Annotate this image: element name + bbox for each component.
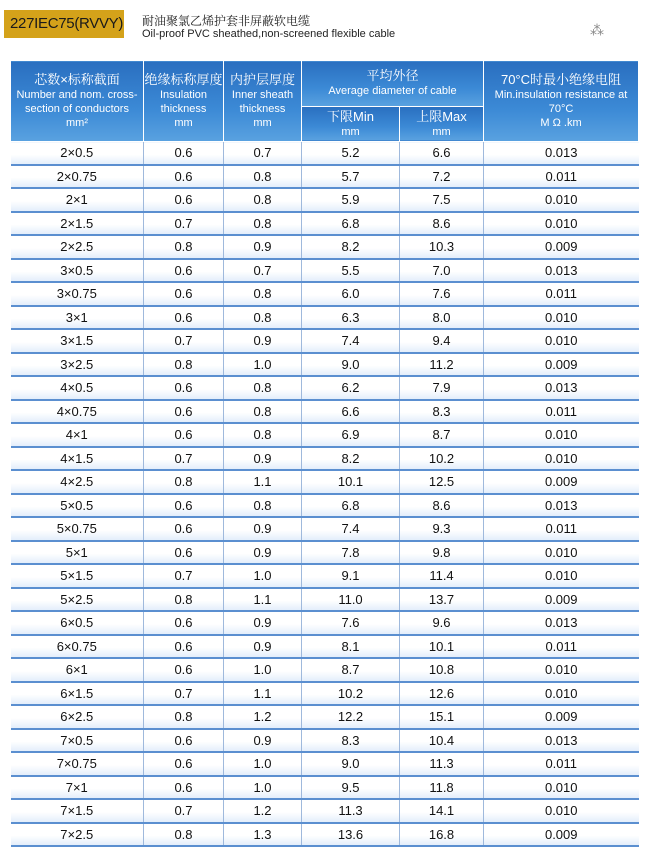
header-resistance-unit: M Ω .km (540, 117, 582, 129)
table-row (11, 799, 639, 823)
cell-insulation: 0.6 (144, 165, 224, 189)
page-header (0, 0, 650, 58)
cell-resistance: 0.011 (484, 752, 639, 776)
cell-inner-sheath: 0.8 (224, 188, 302, 212)
table-row (11, 235, 639, 259)
cell-inner-sheath: 0.8 (224, 212, 302, 236)
table-header (11, 61, 639, 142)
cell-diameter-max: 15.1 (400, 705, 484, 729)
table-row (11, 423, 639, 447)
cell-inner-sheath: 1.0 (224, 752, 302, 776)
cell-size: 3×1.5 (11, 329, 144, 353)
header-diameter-max (400, 106, 484, 141)
cell-inner-sheath: 1.3 (224, 823, 302, 847)
cell-size: 2×0.75 (11, 165, 144, 189)
header-min-cn: 下限Min (327, 108, 374, 124)
table-row (11, 376, 639, 400)
cell-inner-sheath: 1.1 (224, 470, 302, 494)
cell-size: 6×0.75 (11, 635, 144, 659)
cell-resistance: 0.009 (484, 588, 639, 612)
cell-inner-sheath: 0.8 (224, 165, 302, 189)
cell-resistance: 0.010 (484, 799, 639, 823)
cell-resistance: 0.011 (484, 400, 639, 424)
cell-resistance: 0.011 (484, 517, 639, 541)
cell-size: 4×2.5 (11, 470, 144, 494)
cell-diameter-min: 6.9 (302, 423, 400, 447)
header-average-diameter (302, 61, 484, 107)
cell-resistance: 0.010 (484, 306, 639, 330)
cell-size: 2×0.5 (11, 142, 144, 165)
cell-size: 5×0.75 (11, 517, 144, 541)
cell-size: 7×1.5 (11, 799, 144, 823)
cell-diameter-max: 12.6 (400, 682, 484, 706)
cell-size: 4×0.5 (11, 376, 144, 400)
cell-insulation: 0.6 (144, 776, 224, 800)
cell-diameter-min: 8.3 (302, 729, 400, 753)
cell-diameter-min: 11.3 (302, 799, 400, 823)
cell-diameter-max: 7.0 (400, 259, 484, 283)
header-inner-sheath (224, 61, 302, 142)
table-row (11, 142, 639, 165)
cell-resistance: 0.010 (484, 658, 639, 682)
cell-size: 5×1.5 (11, 564, 144, 588)
cell-diameter-max: 13.7 (400, 588, 484, 612)
cell-inner-sheath: 0.9 (224, 329, 302, 353)
cell-insulation: 0.7 (144, 682, 224, 706)
cell-size: 7×1 (11, 776, 144, 800)
table-row (11, 329, 639, 353)
cell-insulation: 0.8 (144, 235, 224, 259)
cell-diameter-min: 6.8 (302, 494, 400, 518)
cell-insulation: 0.8 (144, 353, 224, 377)
header-max-cn: 上限Max (416, 108, 467, 124)
cell-resistance: 0.010 (484, 212, 639, 236)
cell-insulation: 0.7 (144, 447, 224, 471)
header-inner-sheath-cn: 内护层厚度 (229, 72, 295, 87)
cell-inner-sheath: 0.7 (224, 259, 302, 283)
cell-size: 6×2.5 (11, 705, 144, 729)
cell-insulation: 0.6 (144, 188, 224, 212)
cell-insulation: 0.6 (144, 752, 224, 776)
cell-insulation: 0.6 (144, 517, 224, 541)
cell-size: 2×1 (11, 188, 144, 212)
cell-size: 5×2.5 (11, 588, 144, 612)
cell-inner-sheath: 1.2 (224, 799, 302, 823)
cell-resistance: 0.010 (484, 682, 639, 706)
cell-size: 7×0.5 (11, 729, 144, 753)
table-row (11, 705, 639, 729)
cell-size: 3×2.5 (11, 353, 144, 377)
cell-diameter-min: 7.4 (302, 329, 400, 353)
cell-diameter-max: 12.5 (400, 470, 484, 494)
table-row (11, 658, 639, 682)
cell-resistance: 0.013 (484, 376, 639, 400)
table-row (11, 517, 639, 541)
cell-resistance: 0.009 (484, 353, 639, 377)
header-inner-sheath-en: Inner sheath thickness (231, 89, 294, 115)
cell-inner-sheath: 1.0 (224, 564, 302, 588)
cell-diameter-min: 10.1 (302, 470, 400, 494)
cell-inner-sheath: 1.0 (224, 353, 302, 377)
cell-diameter-max: 10.3 (400, 235, 484, 259)
cell-diameter-min: 7.6 (302, 611, 400, 635)
cell-diameter-max: 9.8 (400, 541, 484, 565)
cell-diameter-max: 10.4 (400, 729, 484, 753)
cell-diameter-max: 9.4 (400, 329, 484, 353)
cell-diameter-max: 6.6 (400, 142, 484, 165)
cell-diameter-max: 8.7 (400, 423, 484, 447)
cell-diameter-min: 5.9 (302, 188, 400, 212)
cell-diameter-min: 9.1 (302, 564, 400, 588)
cell-resistance: 0.010 (484, 423, 639, 447)
cell-diameter-max: 9.3 (400, 517, 484, 541)
header-min-unit: mm (341, 125, 360, 138)
table-row (11, 494, 639, 518)
cell-resistance: 0.013 (484, 259, 639, 283)
cell-resistance: 0.013 (484, 729, 639, 753)
cell-size: 4×0.75 (11, 400, 144, 424)
table-row (11, 635, 639, 659)
header-average-diameter-en: Average diameter of cable (328, 85, 457, 98)
cell-diameter-max: 7.9 (400, 376, 484, 400)
cell-size: 2×1.5 (11, 212, 144, 236)
title-english: Oil-proof PVC sheathed,non-screened flexible cable (142, 28, 396, 40)
cell-insulation: 0.7 (144, 212, 224, 236)
cell-diameter-min: 5.2 (302, 142, 400, 165)
cell-inner-sheath: 0.9 (224, 729, 302, 753)
header-conductors-en: Number and nom. cross-section of conductors (16, 89, 138, 115)
cell-diameter-max: 14.1 (400, 799, 484, 823)
cell-diameter-min: 7.8 (302, 541, 400, 565)
header-inner-sheath-unit: mm (253, 117, 272, 129)
cell-insulation: 0.8 (144, 705, 224, 729)
cell-inner-sheath: 1.1 (224, 588, 302, 612)
cell-insulation: 0.8 (144, 823, 224, 847)
cell-inner-sheath: 0.9 (224, 447, 302, 471)
table-row (11, 400, 639, 424)
table-body (11, 142, 639, 847)
cell-resistance: 0.011 (484, 635, 639, 659)
cell-diameter-min: 9.0 (302, 752, 400, 776)
cell-resistance: 0.010 (484, 188, 639, 212)
cell-inner-sheath: 0.8 (224, 376, 302, 400)
table-row (11, 729, 639, 753)
table-row (11, 611, 639, 635)
table-row (11, 588, 639, 612)
cell-diameter-min: 5.7 (302, 165, 400, 189)
cell-inner-sheath: 0.8 (224, 400, 302, 424)
cell-resistance: 0.011 (484, 165, 639, 189)
cell-diameter-max: 7.5 (400, 188, 484, 212)
cell-inner-sheath: 0.9 (224, 235, 302, 259)
header-insulation-en: Insulation thickness (159, 89, 208, 115)
cell-diameter-min: 9.0 (302, 353, 400, 377)
cell-resistance: 0.010 (484, 564, 639, 588)
table-row (11, 188, 639, 212)
cell-inner-sheath: 0.9 (224, 611, 302, 635)
cell-diameter-min: 7.4 (302, 517, 400, 541)
cell-size: 7×0.75 (11, 752, 144, 776)
table-row (11, 541, 639, 565)
cell-resistance: 0.010 (484, 447, 639, 471)
cell-insulation: 0.6 (144, 306, 224, 330)
cell-diameter-min: 6.8 (302, 212, 400, 236)
cell-insulation: 0.7 (144, 329, 224, 353)
cell-resistance: 0.009 (484, 705, 639, 729)
cell-insulation: 0.7 (144, 564, 224, 588)
cell-inner-sheath: 0.9 (224, 541, 302, 565)
table-row (11, 212, 639, 236)
cell-size: 3×1 (11, 306, 144, 330)
header-max-unit: mm (432, 125, 451, 138)
header-diameter-min (302, 106, 400, 141)
table-row (11, 470, 639, 494)
cell-inner-sheath: 0.9 (224, 517, 302, 541)
cell-diameter-min: 6.0 (302, 282, 400, 306)
table-row (11, 353, 639, 377)
cell-diameter-max: 10.1 (400, 635, 484, 659)
cell-insulation: 0.8 (144, 470, 224, 494)
header-resistance-cn: 70°C时最小绝缘电阻 (500, 72, 622, 87)
cell-inner-sheath: 0.9 (224, 635, 302, 659)
cell-insulation: 0.6 (144, 400, 224, 424)
cell-diameter-max: 16.8 (400, 823, 484, 847)
cell-diameter-max: 11.8 (400, 776, 484, 800)
cell-resistance: 0.009 (484, 470, 639, 494)
cell-inner-sheath: 0.8 (224, 423, 302, 447)
cell-inner-sheath: 1.1 (224, 682, 302, 706)
cell-diameter-min: 13.6 (302, 823, 400, 847)
cell-diameter-max: 8.6 (400, 212, 484, 236)
cell-size: 6×1.5 (11, 682, 144, 706)
cell-inner-sheath: 0.8 (224, 282, 302, 306)
cell-insulation: 0.6 (144, 494, 224, 518)
cell-insulation: 0.7 (144, 799, 224, 823)
cell-resistance: 0.010 (484, 541, 639, 565)
cell-diameter-max: 8.0 (400, 306, 484, 330)
cell-diameter-min: 6.6 (302, 400, 400, 424)
spec-table (10, 60, 639, 847)
cell-diameter-max: 10.8 (400, 658, 484, 682)
cell-diameter-max: 7.6 (400, 282, 484, 306)
cell-insulation: 0.6 (144, 541, 224, 565)
cell-diameter-min: 6.3 (302, 306, 400, 330)
cell-insulation: 0.6 (144, 611, 224, 635)
cell-diameter-min: 6.2 (302, 376, 400, 400)
cell-inner-sheath: 0.7 (224, 142, 302, 165)
header-insulation (144, 61, 224, 142)
spec-table-container (10, 60, 638, 842)
cell-insulation: 0.6 (144, 142, 224, 165)
cell-resistance: 0.009 (484, 235, 639, 259)
cell-insulation: 0.6 (144, 259, 224, 283)
cell-insulation: 0.6 (144, 658, 224, 682)
cell-inner-sheath: 0.8 (224, 494, 302, 518)
cell-diameter-min: 8.2 (302, 447, 400, 471)
cell-insulation: 0.6 (144, 423, 224, 447)
cell-diameter-max: 8.6 (400, 494, 484, 518)
header-conductors (11, 61, 144, 142)
table-row (11, 165, 639, 189)
header-conductors-unit: mm² (66, 117, 88, 129)
cell-insulation: 0.8 (144, 588, 224, 612)
header-average-diameter-cn: 平均外径 (366, 68, 419, 84)
cell-diameter-min: 11.0 (302, 588, 400, 612)
cell-diameter-max: 9.6 (400, 611, 484, 635)
cell-size: 6×1 (11, 658, 144, 682)
table-row (11, 282, 639, 306)
cell-inner-sheath: 1.0 (224, 776, 302, 800)
header-insulation-unit: mm (174, 117, 193, 129)
header-resistance-en: Min.insulation resistance at 70°C (494, 89, 628, 115)
cell-resistance: 0.010 (484, 776, 639, 800)
table-row (11, 823, 639, 847)
cell-size: 5×0.5 (11, 494, 144, 518)
cell-diameter-max: 11.3 (400, 752, 484, 776)
cell-inner-sheath: 0.8 (224, 306, 302, 330)
cell-size: 4×1 (11, 423, 144, 447)
cell-resistance: 0.013 (484, 142, 639, 165)
cell-insulation: 0.6 (144, 376, 224, 400)
table-row (11, 564, 639, 588)
cell-resistance: 0.013 (484, 494, 639, 518)
table-row (11, 259, 639, 283)
table-row (11, 776, 639, 800)
cell-diameter-max: 11.4 (400, 564, 484, 588)
cell-size: 5×1 (11, 541, 144, 565)
table-row (11, 682, 639, 706)
header-insulation-resistance (484, 61, 639, 142)
cell-size: 4×1.5 (11, 447, 144, 471)
cell-diameter-min: 12.2 (302, 705, 400, 729)
cell-resistance: 0.013 (484, 611, 639, 635)
cell-diameter-max: 7.2 (400, 165, 484, 189)
header-conductors-cn: 芯数×标称截面 (34, 72, 120, 87)
cell-size: 7×2.5 (11, 823, 144, 847)
cell-size: 2×2.5 (11, 235, 144, 259)
cell-diameter-min: 10.2 (302, 682, 400, 706)
cell-diameter-max: 10.2 (400, 447, 484, 471)
cell-resistance: 0.010 (484, 329, 639, 353)
cell-resistance: 0.009 (484, 823, 639, 847)
cell-diameter-min: 8.1 (302, 635, 400, 659)
cell-diameter-min: 8.7 (302, 658, 400, 682)
cell-inner-sheath: 1.0 (224, 658, 302, 682)
cell-insulation: 0.6 (144, 635, 224, 659)
title-chinese: 耐油聚氯乙烯护套非屏蔽软电缆 (142, 14, 311, 28)
header-insulation-cn: 绝缘标称厚度 (144, 72, 223, 87)
cell-diameter-min: 5.5 (302, 259, 400, 283)
decoration-mark: ⁂ (590, 22, 604, 38)
cell-inner-sheath: 1.2 (224, 705, 302, 729)
cell-diameter-max: 11.2 (400, 353, 484, 377)
table-row (11, 447, 639, 471)
cell-diameter-min: 9.5 (302, 776, 400, 800)
cell-diameter-max: 8.3 (400, 400, 484, 424)
cell-insulation: 0.6 (144, 729, 224, 753)
table-row (11, 306, 639, 330)
cell-insulation: 0.6 (144, 282, 224, 306)
table-row (11, 752, 639, 776)
cell-resistance: 0.011 (484, 282, 639, 306)
cell-size: 3×0.75 (11, 282, 144, 306)
cell-diameter-min: 8.2 (302, 235, 400, 259)
cell-size: 3×0.5 (11, 259, 144, 283)
cell-size: 6×0.5 (11, 611, 144, 635)
model-tag: 227IEC75(RVVY) (4, 10, 124, 38)
